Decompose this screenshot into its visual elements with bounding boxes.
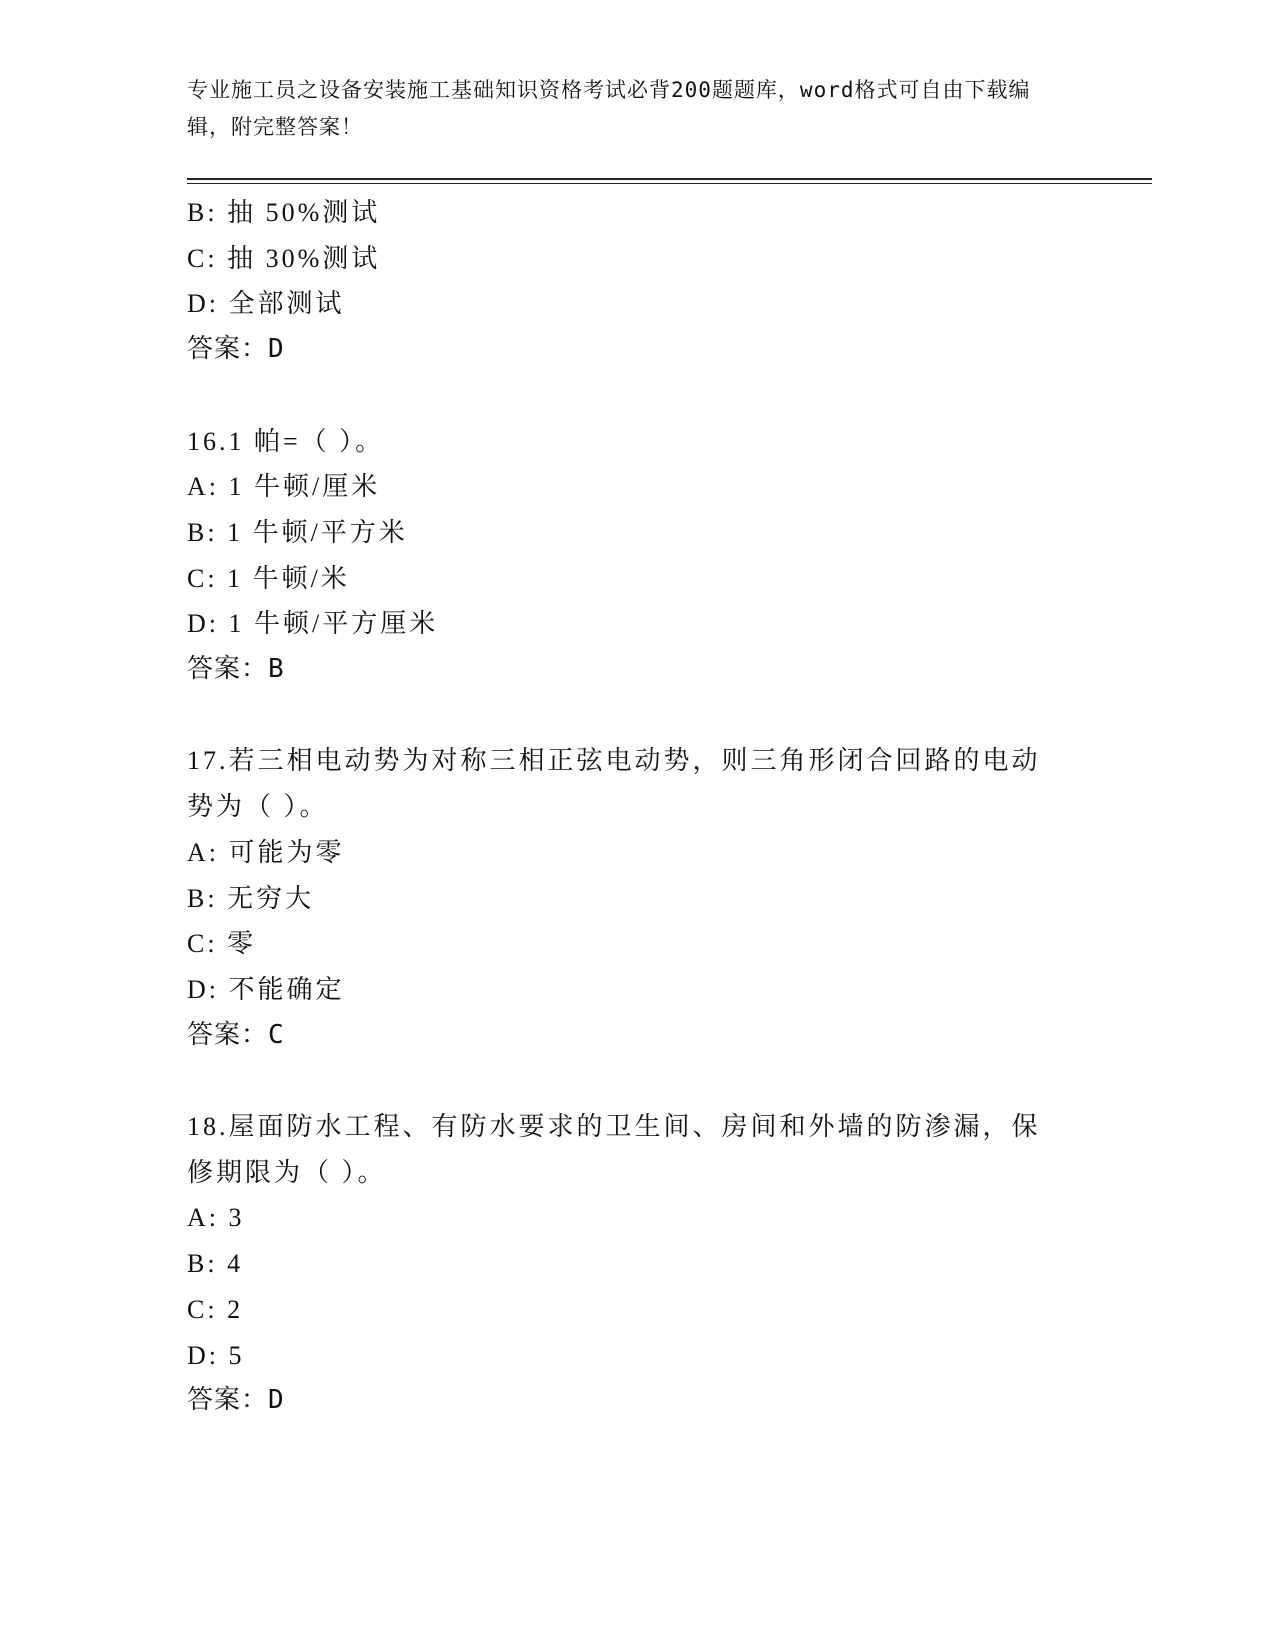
- question-17: [187, 738, 1087, 1058]
- option-c: C: 抽 30%测试: [187, 243, 381, 273]
- option-c: C: 1 牛顿/米: [187, 563, 350, 593]
- document-header: 专业施工员之设备安装施工基础知识资格考试必背200题题库，word格式可自由下载编辑，附完整答案！: [187, 78, 1031, 139]
- option-d: D: 不能确定: [187, 974, 345, 1004]
- option-a: A: 3: [187, 1203, 245, 1233]
- option-b: B: 无穷大: [187, 883, 315, 913]
- option-c: C: 2: [187, 1294, 244, 1324]
- question-text: 17.若三相电动势为对称三相正弦电动势，则三角形闭合回路的电动势为（ ）。: [187, 746, 1041, 822]
- option-b: B: 4: [187, 1249, 244, 1279]
- answer: 答案：B: [187, 654, 285, 685]
- question-16: [187, 419, 1087, 693]
- question-list: [187, 190, 1087, 1424]
- option-d: D: 5: [187, 1340, 245, 1370]
- option-a: A: 可能为零: [187, 837, 345, 867]
- header-rule: [187, 178, 1152, 180]
- answer: 答案：C: [187, 1019, 285, 1050]
- option-b: B: 1 牛顿/平方米: [187, 517, 408, 547]
- answer: 答案：D: [187, 1385, 285, 1416]
- header-rule-thin: [187, 183, 1152, 184]
- question-18: [187, 1104, 1087, 1424]
- question-text: 16.1 帕=（ ）。: [187, 426, 385, 456]
- option-c: C: 零: [187, 929, 257, 959]
- question-text: 18.屋面防水工程、有防水要求的卫生间、房间和外墙的防渗漏，保修期限为（ ）。: [187, 1112, 1041, 1187]
- option-d: D: 1 牛顿/平方厘米: [187, 609, 439, 639]
- option-b: B: 抽 50%测试: [187, 198, 381, 227]
- question-15-continued: [187, 190, 1087, 373]
- option-a: A: 1 牛顿/厘米: [187, 472, 381, 502]
- option-d: D: 全部测试: [187, 289, 345, 319]
- answer: 答案：D: [187, 334, 285, 365]
